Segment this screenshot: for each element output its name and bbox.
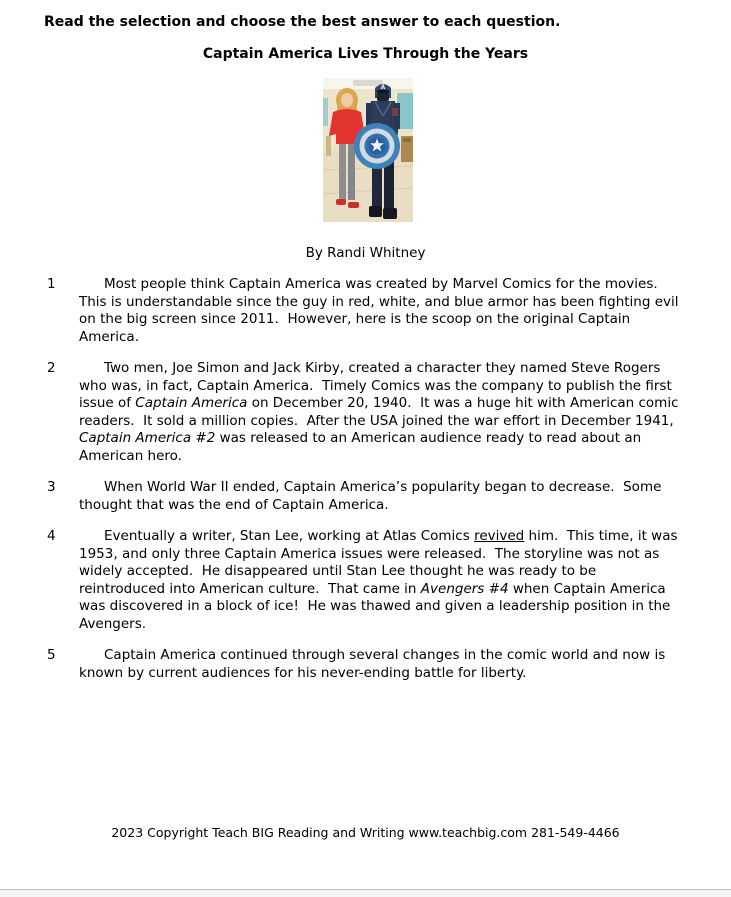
paragraph [0, 276, 731, 346]
passage-title: Captain America Lives Through the Years [202, 46, 529, 62]
plain-text: Captain America continued through several changes in the comic world and now is known by current audiences for his never-ending battle for liberty. [79, 647, 670, 681]
paragraph-number: 3 [47, 479, 56, 495]
photo-table-leg [326, 136, 331, 156]
captain-america-photo-illustration [323, 78, 413, 222]
italic-text: Avengers #4 [420, 580, 509, 597]
paragraph-text [79, 528, 685, 633]
paragraph [0, 528, 731, 633]
underlined-text: revived [474, 528, 525, 544]
plain-text: Two men, Joe Simon and Jack Kirby, created a character they named Steve Rogers who was, in fact, Captain America. Timely Comics was the company to publish the first issue of [79, 360, 677, 411]
photo-shield [354, 123, 400, 169]
paragraph-text [79, 276, 685, 346]
article-photo [323, 78, 413, 222]
plain-text: on December 20, 1940. It was a huge hit with American comic readers. It sold a million copies. After the USA joined the war effort in December 1941, [79, 395, 683, 429]
paragraph [0, 479, 731, 514]
paragraph [0, 360, 731, 465]
plain-text: was released to an American audience ready to read about an American hero. [79, 430, 646, 464]
paragraph-number: 2 [47, 360, 56, 376]
plain-text: Eventually a writer, Stan Lee, working at Atlas Comics [104, 528, 475, 544]
paragraph-number: 5 [47, 647, 56, 663]
paragraph-number: 1 [47, 276, 56, 292]
italic-text: Captain America #2 [79, 430, 216, 446]
paragraph-number: 4 [47, 528, 56, 544]
svg-text:A: A [380, 84, 386, 91]
photo-chair-detail [403, 138, 411, 142]
paragraph-text [79, 647, 685, 682]
byline: By Randi Whitney [305, 245, 426, 261]
plain-text: when Captain America was discovered in a block of ice! He was thawed and given a leadership position in the Avengers. [79, 580, 675, 632]
footer-copyright: 2023 Copyright Teach BIG Reading and Writing www.teachbig.com 281-549-4466 [111, 825, 620, 840]
photo-window-left [323, 98, 328, 126]
plain-text: Most people think Captain America was created by Marvel Comics for the movies. This is understandable since the guy in red, white, and blue armor has been fighting evil on the big screen since 2011. However, here is the scoop on the original Captain America. [79, 276, 683, 345]
italic-text: Captain America [135, 395, 248, 411]
paragraph-text [79, 479, 685, 514]
passage-body [0, 276, 731, 696]
photo-light-fixture [353, 80, 383, 86]
paragraph-text [79, 360, 685, 465]
page-bottom-gap [0, 890, 731, 897]
paragraph [0, 647, 731, 682]
instruction-text: Read the selection and choose the best answer to each question. [44, 14, 561, 30]
plain-text: him. This time, it was 1953, and only three Captain America issues were released. The storyline was not as widely accepted. He disappeared until Stan Lee thought he was ready to be reintroduced into American culture. That came in [79, 528, 682, 597]
plain-text: When World War II ended, Captain America’s popularity began to decrease. Some thought that was the end of Captain America. [79, 479, 666, 513]
